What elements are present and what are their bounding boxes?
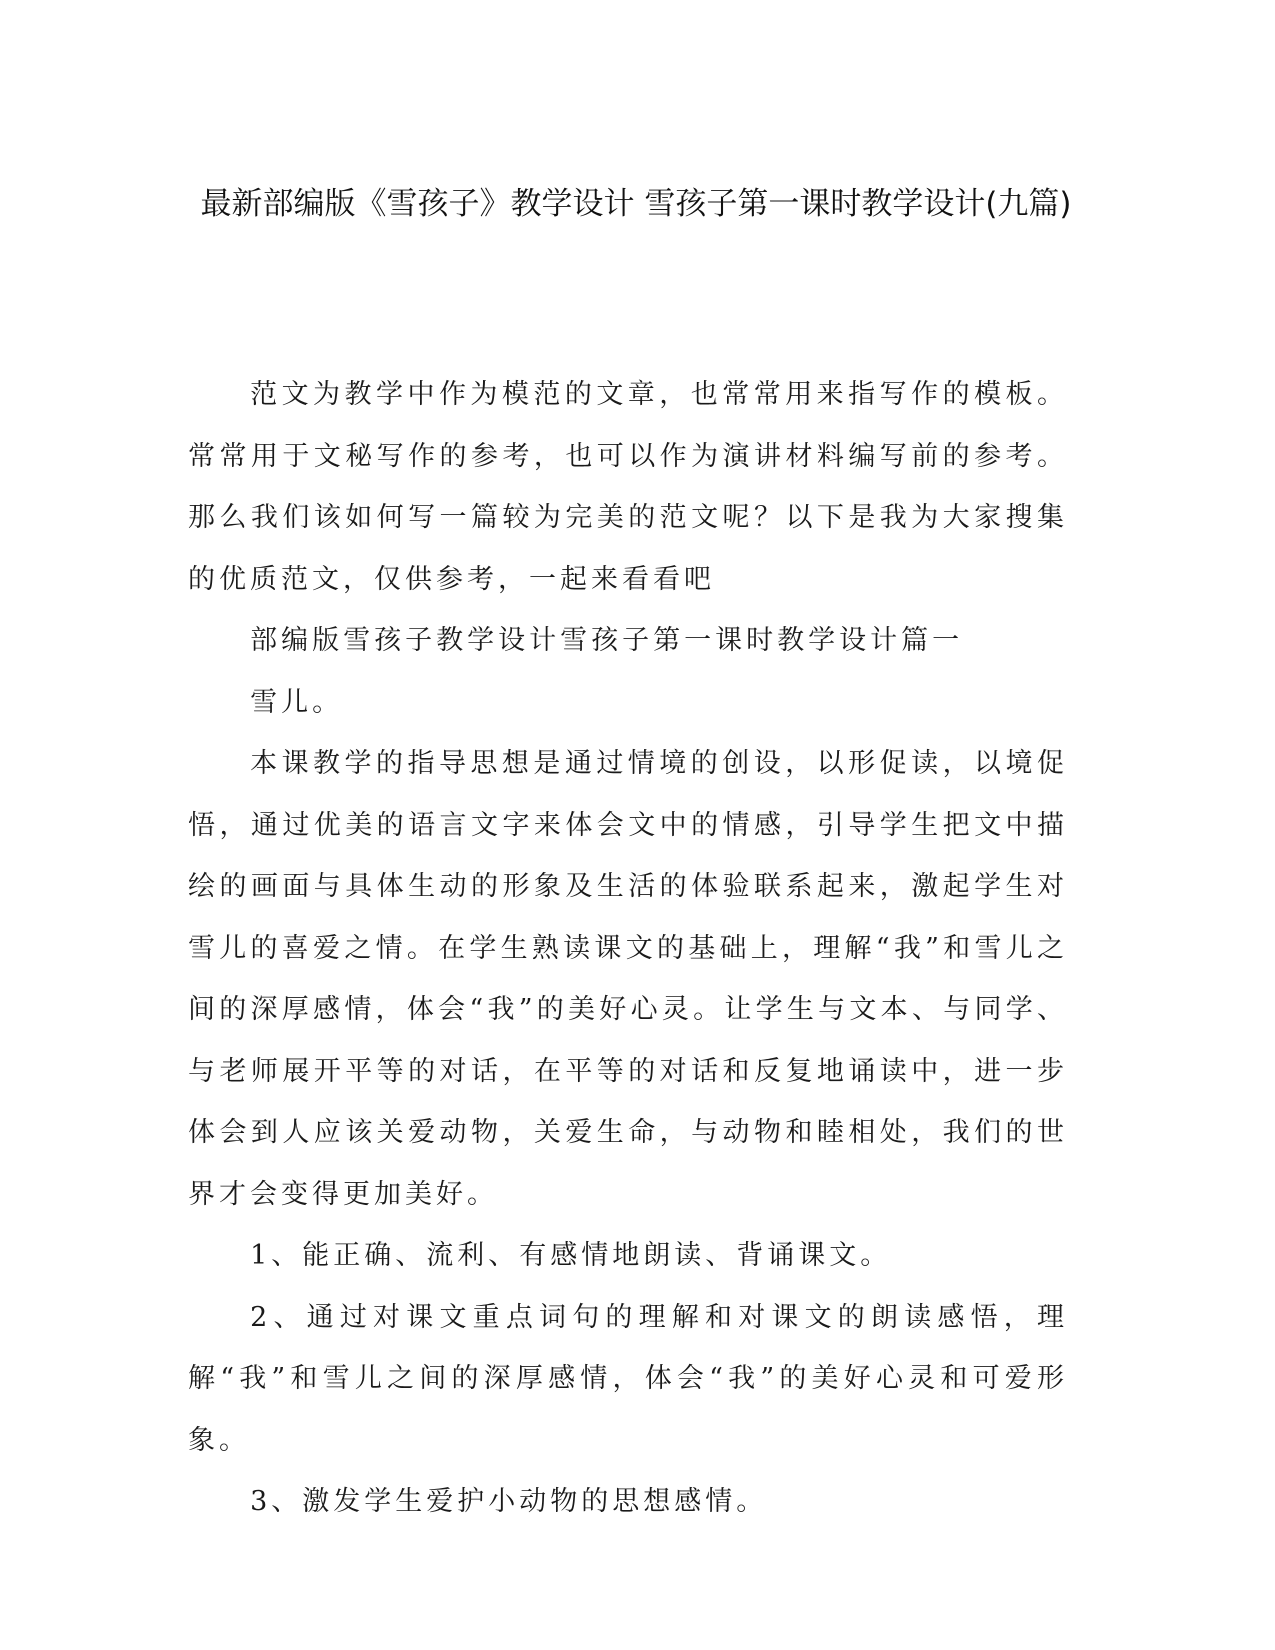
- paragraph-goal-3: 3、激发学生爱护小动物的思想感情。: [250, 1486, 768, 1517]
- document-title: 最新部编版《雪孩子》教学设计 雪孩子第一课时教学设计(九篇): [200, 186, 1072, 222]
- paragraph-section-heading: 部编版雪孩子教学设计雪孩子第一课时教学设计篇一: [250, 625, 964, 656]
- paragraph-goal-2: 2、通过对课文重点词句的理解和对课文的朗读感悟，理解“我”和雪儿之间的深厚感情，体会“我”的美好心灵和可爱形象。: [188, 1301, 1068, 1456]
- document-body: [188, 364, 1068, 1533]
- paragraph-topic: 雪儿。: [250, 686, 344, 718]
- paragraph-guiding-idea: 本课教学的指导思想是通过情境的创设，以形促读，以境促悟，通过优美的语言文字来体会文中的情感，引导学生把文中描绘的画面与具体生动的形象及生活的体验联系起来，激起学生对雪儿的喜爱之情。在学生熟读课文的基础上，理解“我”和雪儿之间的深厚感情，体会“我”的美好心灵。让学生与文本、与同学、与老师展开平等的对话，在平等的对话和反复地诵读中，进一步体会到人应该关爱动物，关爱生命，与动物和睦相处，我们的世界才会变得更加美好。: [188, 748, 1068, 1210]
- paragraph-intro: 范文为教学中作为模范的文章，也常常用来指写作的模板。常常用于文秘写作的参考，也可以作为演讲材料编写前的参考。那么我们该如何写一篇较为完美的范文呢？以下是我为大家搜集的优质范文，仅供参考，一起来看看吧: [188, 379, 1068, 595]
- paragraph-goal-1: 1、能正确、流利、有感情地朗读、背诵课文。: [250, 1240, 892, 1271]
